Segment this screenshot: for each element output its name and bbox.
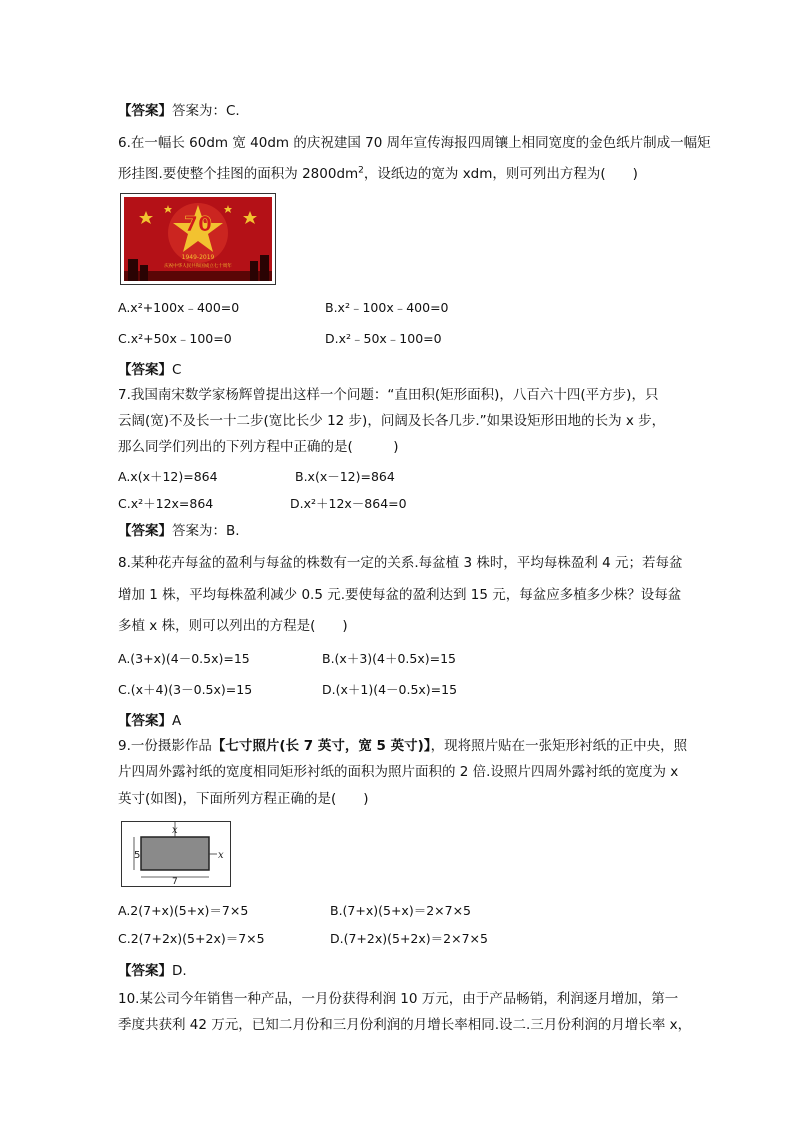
answer-label: 【答案】 xyxy=(118,362,172,378)
answer-8 xyxy=(118,711,181,731)
squared-sup: 2 xyxy=(358,165,364,176)
q10-line-2: 季度共获利 42 万元，已知二月份和三月份利润的月增长率相同.设二.三月份利润的月增长率 x， xyxy=(118,1017,692,1033)
q9-line-1c: ，现将照片贴在一张矩形衬纸的正中央，照 xyxy=(430,738,688,754)
answer-5 xyxy=(118,101,240,121)
q10-line-1: 10.某公司今年销售一种产品，一月份获得利润 10 万元，由于产品畅销，利润逐月增加，第一 xyxy=(118,991,679,1007)
q6-line-2 xyxy=(118,164,638,184)
q7-line-1: 7.我国南宋数学家杨辉曾提出这样一个问题：“直田积(矩形面积)，八百六十四(平方步)，只 xyxy=(118,387,659,403)
q9-line-1b: 【七寸照片(长 7 英寸，宽 5 英寸)】 xyxy=(211,738,431,754)
q7-option-c: C.x²＋12x=864 xyxy=(118,496,214,511)
label-x-top: x xyxy=(172,825,178,836)
q6-option-d: D.x²﹣50x﹣100=0 xyxy=(325,331,442,346)
answer-label: 【答案】 xyxy=(118,523,172,539)
answer-text: D. xyxy=(172,963,187,979)
q8-option-d: D.(x＋1)(4－0.5x)=15 xyxy=(322,682,458,697)
answer-label: 【答案】 xyxy=(118,103,172,119)
q9-option-d: D.(7+2x)(5+2x)＝2×7×5 xyxy=(330,931,488,946)
q6-line-1: 6.在一幅长 60dm 宽 40dm 的庆祝建国 70 周年宣传海报四周镶上相同宽度的金色纸片制成一幅矩 xyxy=(118,135,711,151)
q6-line-2a: 形挂图.要使整个挂图的面积为 2800dm xyxy=(118,166,359,182)
q8-option-c: C.(x＋4)(3－0.5x)=15 xyxy=(118,682,253,697)
q7-line-3: 那么同学们列出的下列方程中正确的是( ) xyxy=(118,439,399,455)
answer-label: 【答案】 xyxy=(118,963,172,979)
poster-caption: 庆祝中华人民共和国成立七十周年 xyxy=(164,264,232,269)
q6-option-a: A.x²+100x﹣400=0 xyxy=(118,300,240,315)
q8-line-2: 增加 1 株，平均每株盈利减少 0.5 元.要使每盆的盈利达到 15 元，每盆应多植多少株？设每盆 xyxy=(118,587,682,603)
q8-option-b: B.(x＋3)(4＋0.5x)=15 xyxy=(322,651,457,666)
label-width: 5 xyxy=(134,850,141,861)
answer-text: C xyxy=(172,362,182,378)
q9-line-2: 片四周外露衬纸的宽度相同矩形衬纸的面积为照片面积的 2 倍.设照片四周外露衬纸的宽度为 x xyxy=(118,764,679,780)
label-x-right: x xyxy=(218,850,224,861)
poster-badge: 70 xyxy=(184,212,212,236)
answer-text: A xyxy=(172,713,182,729)
q9-line-1a: 9.一份摄影作品 xyxy=(118,738,212,754)
q7-option-a: A.x(x＋12)=864 xyxy=(118,469,218,484)
answer-7 xyxy=(118,521,240,541)
q8-line-3: 多植 x 株，则可以列出的方程是( ) xyxy=(118,618,348,634)
label-length: 7 xyxy=(172,877,178,887)
q6-line-2b: ，设纸边的宽为 xdm，则可列出方程为( ) xyxy=(363,166,638,182)
answer-9 xyxy=(118,961,187,981)
poster-image xyxy=(120,193,276,285)
q9-line-3: 英寸(如图)，下面所列方程正确的是( ) xyxy=(118,791,369,807)
q9-line-1 xyxy=(118,736,687,756)
answer-label: 【答案】 xyxy=(118,713,172,729)
q7-option-b: B.x(x－12)=864 xyxy=(295,469,395,484)
q7-line-2: 云阔(宽)不及长一十二步(宽比长少 12 步)，问阔及长各几步.”如果设矩形田地的长为 x 步， xyxy=(118,413,666,429)
poster-years: 1949-2019 xyxy=(181,254,215,261)
poster-graphic xyxy=(124,197,272,281)
q9-option-a: A.2(7+x)(5+x)＝7×5 xyxy=(118,903,249,918)
answer-text: 答案为：C. xyxy=(172,103,240,119)
q7-option-d: D.x²＋12x－864=0 xyxy=(290,496,407,511)
q6-option-b: B.x²﹣100x﹣400=0 xyxy=(325,300,449,315)
photo-frame-diagram xyxy=(121,821,231,887)
q9-option-c: C.2(7+2x)(5+2x)＝7×5 xyxy=(118,931,265,946)
answer-6 xyxy=(118,360,181,380)
q8-option-a: A.(3+x)(4－0.5x)=15 xyxy=(118,651,250,666)
q6-option-c: C.x²+50x﹣100=0 xyxy=(118,331,232,346)
q9-option-b: B.(7+x)(5+x)＝2×7×5 xyxy=(330,903,472,918)
q8-line-1: 8.某种花卉每盆的盈利与每盆的株数有一定的关系.每盆植 3 株时，平均每株盈利 4 元；若每盆 xyxy=(118,555,683,571)
answer-text: 答案为：B. xyxy=(172,523,240,539)
